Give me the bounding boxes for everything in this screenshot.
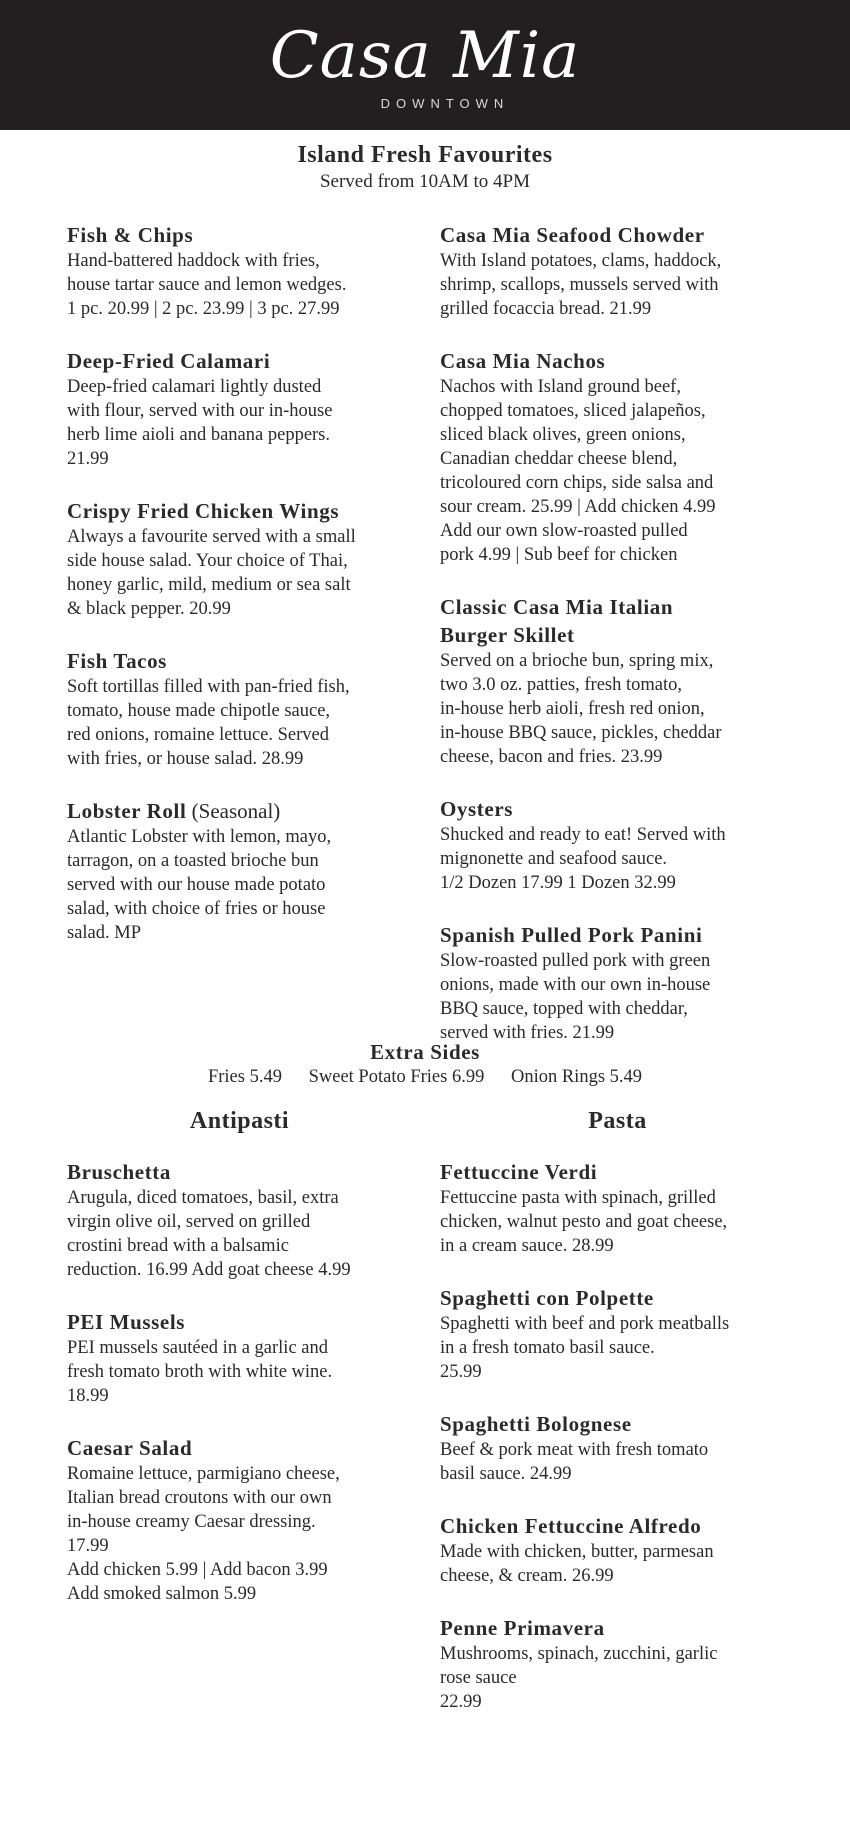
item-name: Fish Tacos — [67, 649, 167, 673]
item-name: Chicken Fettuccine Alfredo — [440, 1514, 702, 1538]
menu-item — [440, 1512, 795, 1588]
menu-item — [440, 1410, 795, 1486]
item-description: Nachos with Island ground beef, chopped tomatoes, sliced jalapeños, sliced black olives, green onions, Canadian cheddar cheese blend, tricoloured corn chips, side salsa and sour cream. 25.99 | Add chicken 4.99 Add our own slow-roasted pulled pork 4.99 | Sub beef for chicken — [440, 377, 716, 565]
item-description: Deep-fried calamari lightly dusted with flour, served with our in-house herb lime aioli and banana peppers. 21.99 — [67, 377, 333, 469]
item-name: Penne Primavera — [440, 1616, 605, 1640]
item-description: Beef & pork meat with fresh tomato basil sauce. 24.99 — [440, 1440, 709, 1484]
extras-list — [0, 1067, 850, 1088]
pasta-column — [440, 1158, 795, 1740]
item-description: Always a favourite served with a small side house salad. Your choice of Thai, honey garlic, mild, medium or sea salt & black pepper. 20.99 — [67, 527, 356, 619]
menu-item — [440, 593, 795, 769]
extra-side-item: Fries 5.49 — [207, 1067, 282, 1087]
menu-item — [440, 795, 795, 895]
item-name: Spaghetti con Polpette — [440, 1286, 654, 1310]
item-description: Fettuccine pasta with spinach, grilled chicken, walnut pesto and goat cheese, in a cream sauce. 28.99 — [440, 1188, 728, 1256]
extra-sides — [0, 1040, 850, 1088]
section-subtitle: Served from 10AM to 4PM — [319, 171, 531, 192]
item-name: PEI Mussels — [67, 1310, 186, 1334]
item-name: Fish & Chips — [67, 223, 194, 247]
item-name: Casa Mia Seafood Chowder — [440, 223, 705, 247]
item-description: Made with chicken, butter, parmesan cheese, & cream. 26.99 — [440, 1542, 714, 1586]
menu-item — [67, 647, 422, 771]
item-description: With Island potatoes, clams, haddock, shrimp, scallops, mussels served with grilled focaccia bread. 21.99 — [440, 251, 722, 319]
item-note: (Seasonal) — [186, 799, 281, 823]
section-title: Island Fresh Favourites — [297, 142, 553, 168]
menu-item — [440, 347, 795, 567]
menu-item — [67, 1158, 422, 1282]
menu-item — [440, 221, 795, 321]
item-description: Shucked and ready to eat! Served with mignonette and seafood sauce. 1/2 Dozen 17.99 1 Dozen 32.99 — [440, 825, 726, 893]
extra-side-item: Onion Rings 5.49 — [510, 1067, 643, 1087]
menu-item — [67, 797, 422, 945]
menu-item — [67, 347, 422, 471]
item-name: Caesar Salad — [67, 1436, 193, 1460]
item-description: Served on a brioche bun, spring mix, two 3.0 oz. patties, fresh tomato, in-house herb aioli, fresh red onion, in-house BBQ sauce, pickles, cheddar cheese, bacon and fries. 23.99 — [440, 651, 722, 767]
item-name: Spaghetti Bolognese — [440, 1412, 632, 1436]
menu-header — [0, 0, 850, 130]
item-description: Spaghetti with beef and pork meatballs in a fresh tomato basil sauce. 25.99 — [440, 1314, 730, 1382]
item-description: Romaine lettuce, parmigiano cheese, Italian bread croutons with our own in-house creamy Caesar dressing. 17.99 Add chicken 5.99 | Add bacon 3.99 Add smoked salmon 5.99 — [67, 1464, 340, 1604]
item-name: Crispy Fried Chicken Wings — [67, 499, 340, 523]
item-name: Oysters — [440, 797, 514, 821]
menu-item — [67, 221, 422, 321]
menu-item — [67, 1434, 422, 1606]
island-left-column — [67, 221, 422, 971]
menu-item — [440, 1158, 795, 1258]
item-description: Soft tortillas filled with pan-fried fish, tomato, house made chipotle sauce, red onions, romaine lettuce. Served with fries, or house salad. 28.99 — [67, 677, 350, 769]
extra-side-item: Sweet Potato Fries 6.99 — [308, 1067, 485, 1087]
pasta-title: Pasta — [588, 1108, 647, 1134]
item-description: PEI mussels sautéed in a garlic and fresh tomato broth with white wine. 18.99 — [67, 1338, 333, 1406]
item-name: Classic Casa Mia Italian Burger Skillet — [440, 595, 674, 647]
item-name-row — [67, 797, 422, 825]
brand-location: DOWNTOWN — [380, 95, 510, 111]
antipasti-title: Antipasti — [189, 1108, 290, 1134]
extras-title: Extra Sides — [370, 1040, 480, 1064]
island-right-column — [440, 221, 795, 1071]
menu-item — [440, 1284, 795, 1384]
menu-item — [67, 497, 422, 621]
item-name: Deep-Fried Calamari — [67, 349, 271, 373]
item-description: Arugula, diced tomatoes, basil, extra virgin olive oil, served on grilled crostini bread with a balsamic reduction. 16.99 Add goat cheese 4.99 — [67, 1188, 351, 1280]
antipasti-column — [67, 1158, 422, 1632]
item-description: Slow-roasted pulled pork with green onions, made with our own in-house BBQ sauce, topped with cheddar, served with fries. 21.99 — [440, 951, 711, 1043]
item-name: Spanish Pulled Pork Panini — [440, 923, 703, 947]
menu-item — [440, 1614, 795, 1714]
item-name: Casa Mia Nachos — [440, 349, 606, 373]
item-description: Mushrooms, spinach, zucchini, garlic rose sauce 22.99 — [440, 1644, 718, 1712]
item-name: Bruschetta — [67, 1160, 171, 1184]
menu-item — [67, 1308, 422, 1408]
item-description: Hand-battered haddock with fries, house tartar sauce and lemon wedges. 1 pc. 20.99 | 2 pc. 23.99 | 3 pc. 27.99 — [67, 251, 347, 319]
item-description: Atlantic Lobster with lemon, mayo, tarragon, on a toasted brioche bun served with our house made potato salad, with choice of fries or house salad. MP — [67, 827, 332, 943]
item-name: Fettuccine Verdi — [440, 1160, 598, 1184]
brand-logo: Casa Mia — [269, 18, 581, 93]
island-section-header — [0, 142, 850, 193]
item-name: Lobster Roll — [67, 799, 187, 823]
menu-item — [440, 921, 795, 1045]
